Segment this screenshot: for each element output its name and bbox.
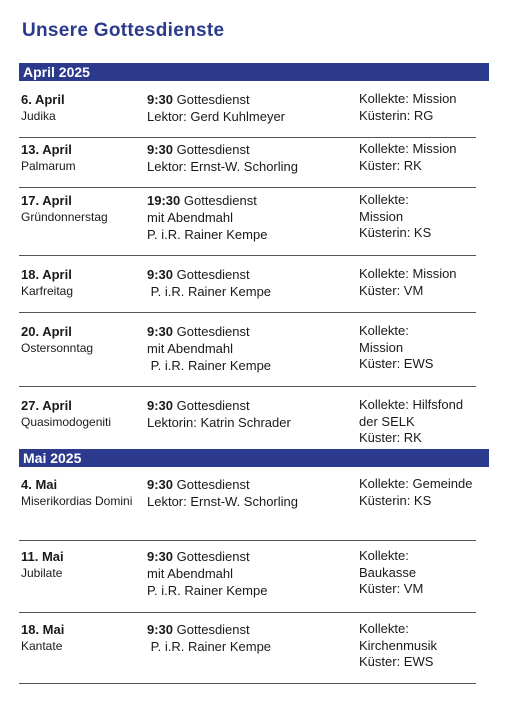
service-cell [147, 91, 285, 125]
collection-line: Küster: EWS [359, 356, 434, 371]
date-cell [21, 621, 141, 654]
service-title [147, 323, 271, 340]
collection-line: Küsterin: KS [359, 492, 432, 508]
service-date: 4. Mai [21, 477, 58, 492]
service-cell [147, 476, 298, 510]
collection-cell [359, 397, 463, 447]
service-cell [147, 323, 271, 374]
row-divider [19, 255, 476, 256]
row-divider [19, 312, 476, 313]
service-detail: Lektorin: Katrin Schrader [147, 415, 291, 430]
service-name: Gottesdienst [173, 622, 250, 637]
service-detail: P. i.R. Rainer Kempe [147, 284, 272, 299]
liturgical-day: Palmarum [21, 159, 76, 173]
service-cell [147, 141, 298, 175]
liturgical-day: Ostersonntag [21, 341, 94, 355]
service-name: Gottesdienst [173, 398, 250, 413]
liturgical-day: Gründonnerstag [21, 210, 108, 224]
service-title [147, 266, 271, 283]
liturgical-day: Jubilate [21, 566, 63, 580]
month-header: April 2025 [19, 63, 489, 81]
service-name: Gottesdienst [173, 549, 250, 564]
collection-line: Küster: EWS [359, 654, 434, 669]
service-cell [147, 397, 291, 431]
service-detail: mit Abendmahl [147, 566, 233, 581]
month-header: Mai 2025 [19, 449, 489, 467]
service-time: 9:30 [147, 549, 174, 564]
page-title: Unsere Gottesdienste [22, 20, 225, 41]
collection-line: Kirchenmusik [359, 637, 438, 653]
collection-line: Küsterin: KS [359, 225, 432, 240]
service-time: 9:30 [147, 324, 174, 339]
row-divider [19, 187, 476, 188]
collection-line: der SELK [359, 413, 415, 429]
collection-line: Kollekte: [359, 621, 409, 636]
service-detail: P. i.R. Rainer Kempe [147, 583, 268, 598]
service-name: Gottesdienst [173, 477, 250, 492]
collection-cell [359, 141, 457, 174]
collection-line: Kollekte: [359, 548, 409, 563]
service-name: Gottesdienst [173, 142, 250, 157]
date-cell [21, 91, 141, 124]
service-time: 9:30 [147, 398, 174, 413]
service-detail: Lektor: Ernst-W. Schorling [147, 494, 298, 509]
service-date: 17. April [21, 193, 72, 208]
row-divider [19, 540, 476, 541]
service-name: Gottesdienst [173, 267, 250, 282]
liturgical-day: Judika [21, 109, 56, 123]
collection-line: Küster: VM [359, 282, 424, 298]
service-title [147, 91, 285, 108]
service-time: 9:30 [147, 622, 174, 637]
service-title [147, 548, 267, 565]
liturgical-day: Kantate [21, 639, 63, 653]
service-time: 9:30 [147, 92, 174, 107]
date-cell [21, 476, 141, 509]
service-name: Gottesdienst [180, 193, 257, 208]
service-date: 13. April [21, 142, 72, 157]
service-time: 9:30 [147, 142, 174, 157]
collection-line: Küster: RK [359, 430, 422, 445]
service-detail: mit Abendmahl [147, 210, 233, 225]
service-time: 9:30 [147, 267, 174, 282]
service-name: Gottesdienst [173, 324, 250, 339]
collection-line: Küsterin: RG [359, 107, 434, 123]
service-title [147, 141, 298, 158]
service-date: 20. April [21, 324, 72, 339]
row-divider [19, 612, 476, 613]
service-time: 9:30 [147, 477, 174, 492]
liturgical-day: Karfreitag [21, 284, 74, 298]
collection-line: Kollekte: Gemeinde [359, 476, 473, 491]
service-date: 6. April [21, 92, 65, 107]
service-date: 18. Mai [21, 622, 65, 637]
date-cell [21, 397, 141, 430]
service-time: 19:30 [147, 193, 181, 208]
service-detail: P. i.R. Rainer Kempe [147, 358, 272, 373]
collection-line: Küster: RK [359, 157, 422, 173]
collection-cell [359, 192, 431, 242]
liturgical-day: Miserikordias Domini [21, 494, 133, 508]
service-cell [147, 266, 271, 300]
collection-line: Baukasse [359, 564, 417, 580]
service-title [147, 476, 298, 493]
collection-cell [359, 266, 457, 299]
collection-cell [359, 91, 457, 124]
service-detail: P. i.R. Rainer Kempe [147, 227, 268, 242]
service-title [147, 192, 267, 209]
collection-cell [359, 476, 472, 509]
date-cell [21, 548, 141, 581]
service-cell [147, 192, 267, 243]
row-divider [19, 137, 476, 138]
date-cell [21, 141, 141, 174]
service-date: 27. April [21, 398, 72, 413]
collection-line: Mission [359, 339, 404, 355]
collection-cell [359, 621, 437, 671]
collection-line: Kollekte: Hilfsfond [359, 397, 464, 412]
service-detail: mit Abendmahl [147, 341, 233, 356]
service-title [147, 621, 271, 638]
collection-line: Kollekte: [359, 192, 409, 207]
date-cell [21, 266, 141, 299]
service-title [147, 397, 291, 414]
service-cell [147, 621, 271, 655]
liturgical-day: Quasimodogeniti [21, 415, 112, 429]
collection-line: Kollekte: Mission [359, 91, 457, 106]
row-divider [19, 386, 476, 387]
date-cell [21, 323, 141, 356]
collection-line: Kollekte: Mission [359, 141, 457, 156]
service-detail: Lektor: Ernst-W. Schorling [147, 159, 298, 174]
service-detail: P. i.R. Rainer Kempe [147, 639, 272, 654]
collection-cell [359, 548, 423, 598]
service-cell [147, 548, 267, 599]
collection-cell [359, 323, 433, 373]
collection-line: Kollekte: Mission [359, 266, 457, 281]
collection-line: Mission [359, 208, 404, 224]
collection-line: Küster: VM [359, 581, 424, 596]
service-name: Gottesdienst [173, 92, 250, 107]
service-detail: Lektor: Gerd Kuhlmeyer [147, 109, 286, 124]
collection-line: Kollekte: [359, 323, 409, 338]
date-cell [21, 192, 141, 225]
service-date: 18. April [21, 267, 72, 282]
service-date: 11. Mai [21, 549, 64, 564]
row-divider [19, 683, 476, 684]
